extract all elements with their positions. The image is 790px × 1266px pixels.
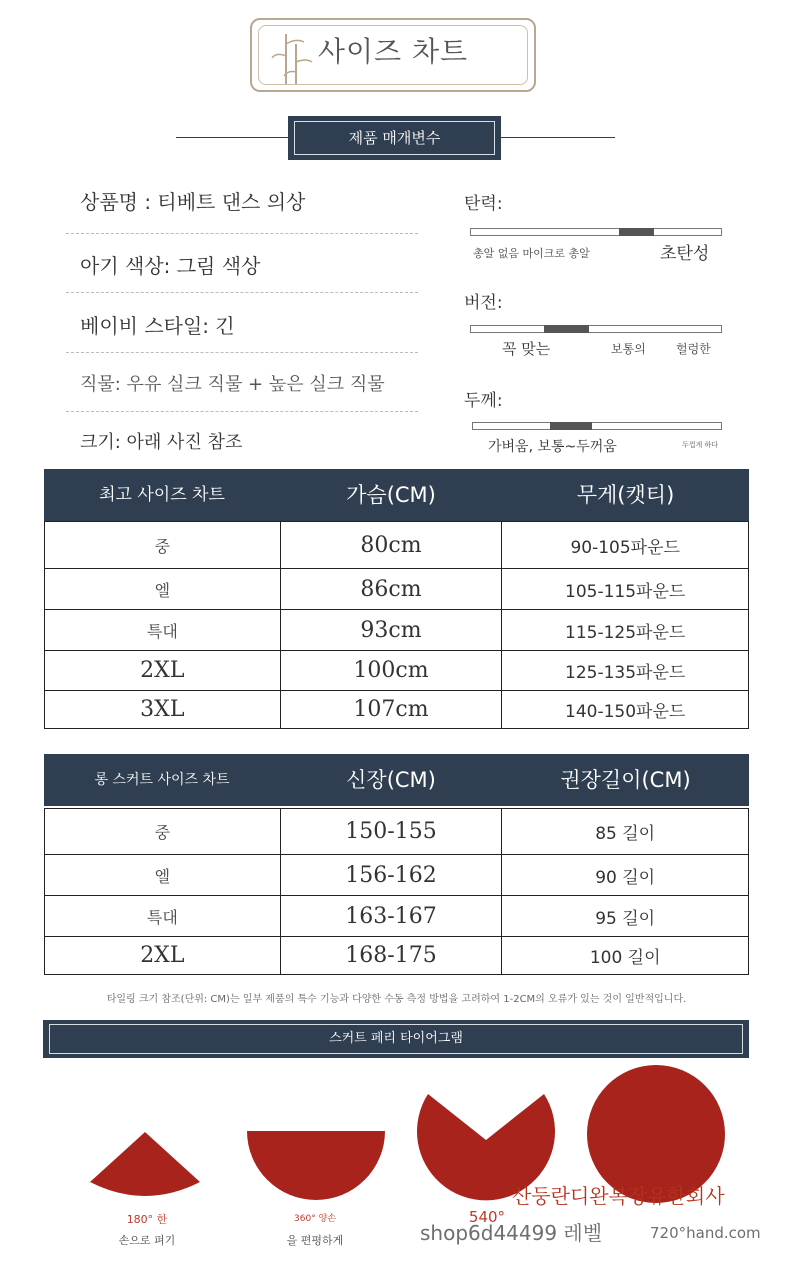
skirt-360-caption: 을 편평하게 — [286, 1234, 344, 1247]
skirt-chart-header — [44, 754, 749, 806]
diagram-header: 스커트 페리 타이어그램 — [49, 1024, 743, 1054]
skirt-chart-title: 롱 스커트 사이즈 차트 — [94, 772, 230, 788]
height-cell: 168-175 — [280, 937, 502, 975]
elasticity-right-label: 초탄성 — [660, 244, 710, 264]
size-cell: 엘 — [45, 569, 281, 610]
skirt-360-degree: 360° 양손 — [294, 1214, 336, 1224]
param-product-name: 상품명 : 티베트 댄스 의상 — [80, 190, 306, 214]
thickness-mid-label: 가벼움, 보통~두꺼움 — [488, 439, 617, 455]
top-chart-col-weight: 무게(캣티) — [576, 483, 675, 507]
param-style: 베이비 스타일: 긴 — [80, 314, 235, 338]
skirt-size-table — [44, 808, 749, 975]
shop-watermark: shop6d44499 레벨 — [420, 1221, 603, 1245]
top-chart-header — [44, 469, 749, 521]
size-cell: 특대 — [45, 896, 281, 937]
top-chart-col-chest: 가슴(CM) — [346, 483, 436, 507]
length-cell: 95 길이 — [502, 896, 749, 937]
weight-cell: 105-115파운드 — [502, 569, 749, 610]
divider-left — [176, 137, 288, 138]
elasticity-indicator — [619, 228, 654, 236]
skirt-180-shape — [88, 1128, 202, 1208]
skirt-360-shape — [246, 1130, 386, 1204]
size-cell: 2XL — [45, 651, 281, 691]
table-row — [45, 651, 749, 691]
height-cell: 163-167 — [280, 896, 502, 937]
table-row — [45, 855, 749, 896]
skirt-chart-col-height: 신장(CM) — [346, 768, 436, 792]
table-row — [45, 809, 749, 855]
table-row — [45, 691, 749, 729]
param-color: 아기 색상: 그림 색상 — [80, 254, 261, 278]
size-cell: 3XL — [45, 691, 281, 729]
weight-cell: 90-105파운드 — [502, 522, 749, 569]
fit-scale — [470, 325, 722, 333]
chest-cell: 100cm — [280, 651, 502, 691]
top-size-table — [44, 521, 749, 729]
table-row — [45, 937, 749, 975]
height-cell: 150-155 — [280, 809, 502, 855]
param-size: 크기: 아래 사진 참조 — [80, 432, 243, 453]
measurement-note: 타일링 크기 참조(단위: CM)는 일부 제품의 특수 기능과 다양한 수동 측정 방법을 고려하여 1-2CM의 오류가 있는 것이 일반적입니다. — [106, 994, 687, 1005]
company-watermark: 산둥란디완복장유한회사 — [512, 1184, 725, 1208]
size-cell: 중 — [45, 809, 281, 855]
table-row — [45, 896, 749, 937]
table-row — [45, 569, 749, 610]
length-cell: 100 길이 — [502, 937, 749, 975]
thickness-right-label: 두껍게 하다 — [682, 441, 719, 449]
url-watermark: 720°hand.com — [650, 1224, 761, 1242]
fit-tick-tight: 꼭 맞는 — [502, 340, 551, 358]
table-row — [45, 522, 749, 569]
weight-cell: 115-125파운드 — [502, 610, 749, 651]
skirt-180-degree: 180° 한 — [126, 1213, 168, 1226]
dotted-divider — [66, 292, 418, 293]
size-cell: 중 — [45, 522, 281, 569]
dotted-divider — [66, 233, 418, 234]
elasticity-label: 탄력: — [464, 194, 503, 214]
top-chart-title: 최고 사이즈 차트 — [99, 485, 225, 505]
table-row — [45, 610, 749, 651]
thickness-indicator — [550, 422, 592, 430]
size-cell: 2XL — [45, 937, 281, 975]
fit-indicator — [544, 325, 589, 333]
section-header: 제품 매개변수 — [294, 121, 495, 155]
dotted-divider — [66, 411, 418, 412]
dotted-divider — [66, 352, 418, 353]
divider-right — [501, 137, 615, 138]
chest-cell: 107cm — [280, 691, 502, 729]
param-fabric: 직물: 우유 실크 직물 + 높은 실크 직물 — [80, 374, 385, 395]
size-cell: 특대 — [45, 610, 281, 651]
fit-label: 버전: — [464, 293, 503, 313]
size-cell: 엘 — [45, 855, 281, 896]
skirt-180-caption: 손으로 펴기 — [118, 1234, 176, 1247]
height-cell: 156-162 — [280, 855, 502, 896]
fit-tick-loose: 헐렁한 — [676, 342, 711, 356]
thickness-label: 두께: — [464, 391, 503, 411]
length-cell: 85 길이 — [502, 809, 749, 855]
length-cell: 90 길이 — [502, 855, 749, 896]
fit-tick-normal: 보통의 — [611, 342, 646, 356]
elasticity-left-label: 총알 없음 마이크로 총알 — [473, 247, 590, 260]
skirt-540-degree: 540° — [468, 1208, 506, 1226]
weight-cell: 125-135파운드 — [502, 651, 749, 691]
elasticity-scale — [470, 228, 722, 236]
chest-cell: 86cm — [280, 569, 502, 610]
thickness-scale — [472, 422, 722, 430]
weight-cell: 140-150파운드 — [502, 691, 749, 729]
skirt-chart-col-length: 권장길이(CM) — [560, 768, 691, 792]
page-title: 사이즈 차트 — [317, 35, 469, 68]
chest-cell: 80cm — [280, 522, 502, 569]
chest-cell: 93cm — [280, 610, 502, 651]
